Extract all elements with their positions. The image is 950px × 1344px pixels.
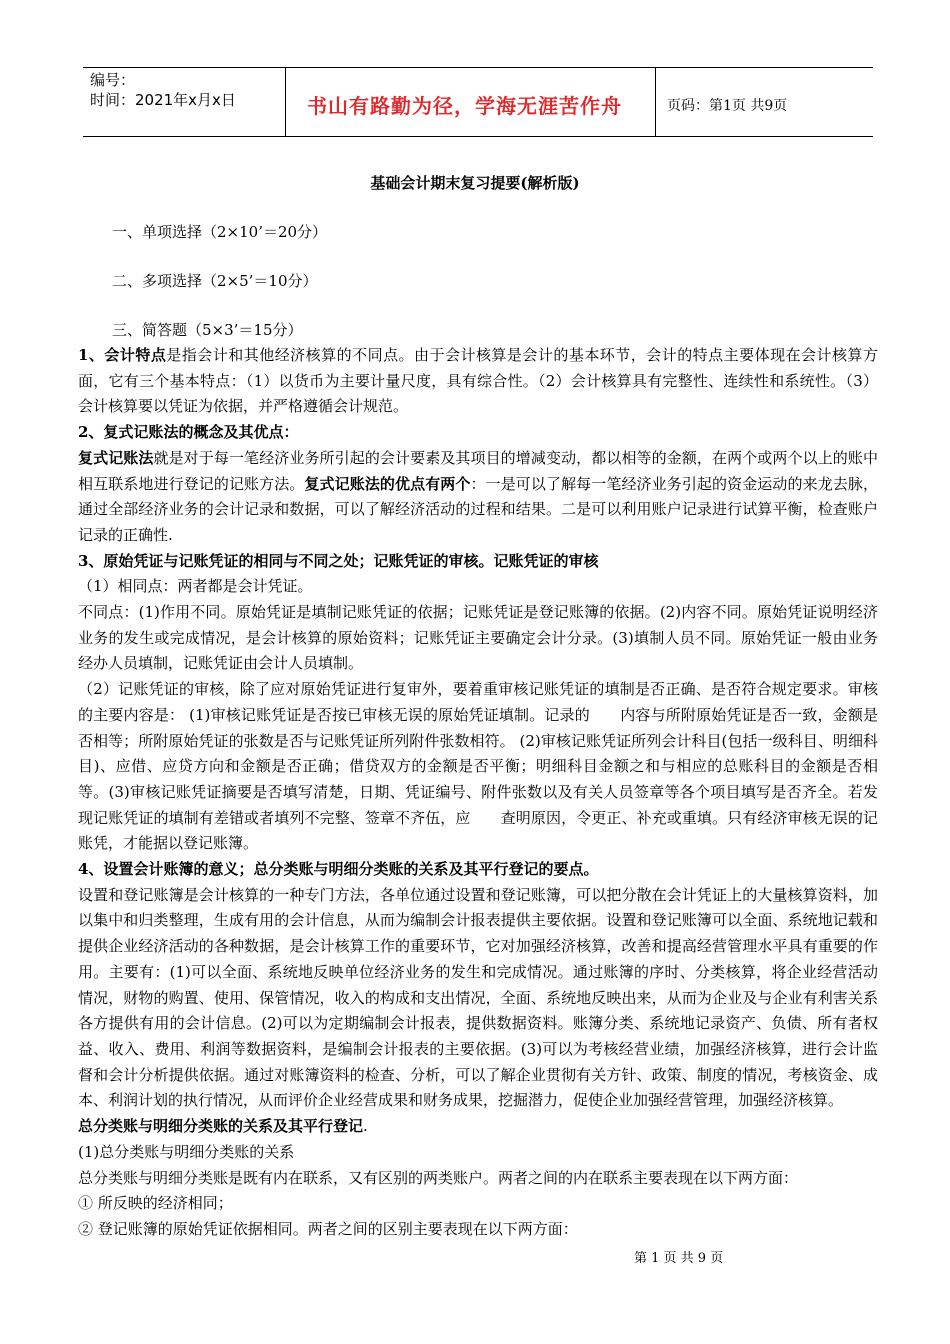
paragraph (78, 549, 878, 575)
document-title: 基础会计期末复习提要(解析版) (370, 174, 580, 192)
paragraph (78, 1140, 878, 1166)
paragraph (78, 677, 878, 857)
paragraph-text: (1)总分类账与明细分类账的关系 (78, 1142, 295, 1161)
paragraph-lead: 总分类账与明细分类账的关系及其平行登记 (78, 1117, 364, 1136)
paragraph (78, 1191, 878, 1217)
header-bottom-rule (83, 136, 873, 137)
number-label: 编号： (90, 71, 136, 89)
paragraph (78, 883, 878, 1114)
paragraph (78, 600, 878, 677)
paragraph (78, 1217, 878, 1243)
paragraph (78, 857, 878, 883)
paragraph-text: （2）记账凭证的审核，除了应对原始凭证进行复审外，要着重审核记账凭证的填制是否正确、是否符合规定要求。审核的主要内容是： (1)审核记账凭证是否按已审核无误的原始凭证填制。记录的 内容与所附原始凭证是否一致，金额是否相等；所附原始凭证的张数是否与记账凭证所列附件张数相符。 (2)审核记账凭证所列会计科目(包括一级科目、明细科目)、应借、应贷方向和金额是否正确；借贷双方的金额是否平衡；明细科目金额之和与相应的总账科目的金额是否相等。(3)审核记账凭证摘要是否填写清楚，日期、凭证编号、附件张数以及有关人员签章等各个项目填写是否齐全。若发现记账凭证的填制有差错或者填列不完整、签章不齐伍，应 查明原因，令更正、补充或重填。只有经济审核无误的记账凭，才能据以登记账簿。 (78, 680, 878, 853)
header-meta (90, 70, 236, 110)
paragraph-text: 就是对于每一笔经济业务所引起的会计要素及其项目的增减变动，都以相等的金额，在两个或两个以上的账中相互联系地进行登记的记账方法。 (78, 448, 878, 493)
paragraph-text: . (363, 1117, 368, 1136)
section-heading-2: 二、多项选择（2×5’＝10分） (112, 272, 318, 290)
paragraph (78, 1166, 878, 1192)
paragraph-text: 总分类账与明细分类账是既有内在联系，又有区别的两类账户。两者之间的内在联系主要表现在以下两方面： (78, 1168, 799, 1187)
document-body (78, 343, 878, 1243)
time-label: 时间：2021年x月x日 (90, 91, 236, 109)
paragraph-text: 是指会计和其他经济核算的不同点。由于会计核算是会计的基本环节，会计的特点主要体现在会计核算方面，它有三个基本特点：（1）以货币为主要计量尺度，具有综合性。（2）会计核算具有完整性、连续性和系统性。（3）会计核算要以凭证为依据，并严格遵循会计规范。 (78, 346, 878, 416)
section-heading-1: 一、单项选择（2×10’＝20分） (112, 223, 328, 241)
header-divider-right (655, 68, 656, 136)
paragraph (78, 343, 878, 420)
paragraph-lead: 4、设置会计账簿的意义；总分类账与明细分类账的关系及其平行登记的要点。 (78, 860, 599, 879)
paragraph-text: 设置和登记账簿是会计核算的一种专门方法，各单位通过设置和登记账簿，可以把分散在会计凭证上的大量核算资料，加以集中和归类整理，生成有用的会计信息，从而为编制会计报表提供主要依据。设置和登记账簿可以全面、系统地记载和提供企业经济活动的各种数据，是会计核算工作的重要环节，它对加强经济核算，改善和提高经营管理水平具有重要的作用。主要有：(1)可以全面、系统地反映单位经济业务的发生和完成情况。通过账簿的序时、分类核算，将企业经营活动情况，财物的购置、使用、保管情况，收入的构成和支出情况，全面、系统地反映出来，从而为企业及与企业有利害关系各方提供有用的会计信息。(2)可以为定期编制会计报表，提供数据资料。账簿分类、系统地记录资产、负债、所有者权益、收入、费用、利润等数据资料，是编制会计报表的主要依据。(3)可以为考核经营业绩，加强经济核算，进行会计监督和会计分析提供依据。通过对账簿资料的检查、分析，可以了解企业贯彻有关方针、政策、制度的情况，考核资金、成本、利润计划的执行情况，从而评价企业经营成果和财务成果，挖掘潜力，促使企业加强经营管理，加强经济核算。 (78, 885, 878, 1110)
paragraph-lead: 3、原始凭证与记账凭证的相同与不同之处；记账凭证的审核。记账凭证的审核 (78, 551, 599, 570)
paragraph (78, 420, 878, 446)
paragraph-text: 不同点：(1)作用不同。原始凭证是填制记账凭证的依据；记账凭证是登记账簿的依据。(2)内容不同。原始凭证说明经济业务的发生或完成情况，是会计核算的原始资料；记账凭证主要确定会计分录。(3)填制人员不同。原始凭证一般由业务经办人员填制，记账凭证由会计人员填制。 (78, 603, 878, 673)
paragraph-text-2: ：一是可以了解每一笔经济业务引起的资金运动的来龙去脉，通过全部经济业务的会计记录和数据，可以了解经济活动的过程和结果。二是可以利用账户记录进行试算平衡，检查账户记录的正确性. (78, 474, 878, 544)
section-heading-3: 三、简答题（5×3’＝15分） (112, 321, 303, 339)
paragraph-text: ① 所反映的经济相同； (78, 1194, 233, 1213)
paragraph-lead: 1、会计特点 (78, 346, 167, 364)
paragraph-text: ② 登记账簿的原始凭证依据相同。两者之间的区别主要表现在以下两方面： (78, 1219, 578, 1238)
paragraph (78, 574, 878, 600)
header-page-info: 页码：第1页 共9页 (667, 98, 788, 114)
paragraph-text: （1）相同点：两者都是会计凭证。 (78, 577, 313, 596)
header-motto: 书山有路勤为径，学海无涯苦作舟 (307, 94, 622, 118)
header-top-rule (83, 67, 873, 68)
paragraph-lead-2: 复式记账法的优点有两个 (304, 474, 471, 493)
paragraph (78, 446, 878, 549)
paragraph-lead: 复式记账法 (78, 448, 154, 467)
page-footer: 第 1 页 共 9 页 (634, 1251, 724, 1266)
paragraph (78, 1114, 878, 1140)
header-divider-left (285, 68, 286, 136)
paragraph-lead: 2、复式记账法的概念及其优点： (78, 423, 299, 442)
